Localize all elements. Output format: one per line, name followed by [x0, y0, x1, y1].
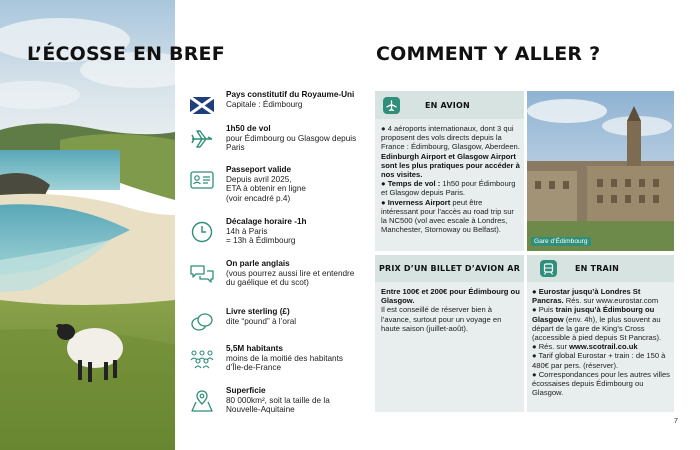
train-box-header: [527, 255, 674, 282]
speech-bubbles-icon: [188, 261, 216, 287]
edinburgh-photo: [527, 91, 674, 251]
plane-box-heading: EN AVION: [425, 100, 470, 110]
left-section-title: L’ÉCOSSE EN BREF: [27, 43, 225, 65]
fact-population: 5,5M habitants moins de la moitié des habitants d’Île-de-France: [188, 344, 368, 373]
train-box-heading: EN TRAIN: [575, 264, 620, 273]
map-icon: [188, 388, 216, 414]
price-box-text: Entre 100€ et 200€ pour Édimbourg ou Glasgow. Il est conseillé de réserver bien à l’avance, surtout pour un voyage en haute saison (juillet-août).: [381, 287, 520, 333]
fact-area: Superficie 80 000km², soit la taille de la Nouvelle-Aquitaine: [188, 386, 368, 415]
fact-timezone: Décalage horaire -1h 14h à Paris = 13h à Édimbourg: [188, 217, 368, 246]
fact-language: On parle anglais (vous pourrez aussi lire et entendre du gaélique et du scot): [188, 259, 368, 288]
fact-country: Pays constitutif du Royaume-Uni Capitale : Édimbourg: [188, 90, 368, 118]
id-card-icon: [188, 167, 216, 193]
train-box-text: ● Eurostar jusqu’à Londres St Pancras. Rés. sur www.eurostar.com ● Puis train jusqu’à Édimbourg ou Glasgow (env. 4h), le plus souvent au départ de la gare de King’s Cross (accessible à pied depuis St Pancras). ● Rés. sur www.scotrail.co.uk ● Tarif global Eurostar + train : de 150 à 480€ par pers. (réserver). ● Correspondances pour les autres villes écossaises depuis Édimbourg ou Glasgow.: [532, 287, 670, 398]
plane-badge-icon: [383, 97, 400, 114]
page-number: 7: [673, 416, 678, 425]
price-box-header: [375, 255, 524, 282]
fact-flight: 1h50 de vol pour Édimbourg ou Glasgow depuis Paris: [188, 124, 368, 153]
fact-passport: Passeport valide Depuis avril 2025, ETA à obtenir en ligne (voir encadré p.4): [188, 165, 368, 203]
fact-currency: Livre sterling (£) dite “pound” à l’oral: [188, 307, 368, 335]
right-section-title: COMMENT Y ALLER ?: [376, 43, 601, 65]
price-box-heading: PRIX D’UN BILLET D’AVION AR: [378, 264, 521, 273]
beach-sheep-photo: [0, 0, 175, 450]
people-icon: [188, 346, 216, 372]
plane-box-text: ● 4 aéroports internationaux, dont 3 qui proposent des vols directs depuis la France : Édimbourg, Glasgow, Aberdeen. Edinburgh Airport et Glasgow Airport sont les plus pratiques pour accéder à nos visites. ● Temps de vol : 1h50 pour Édimbourg et Glasgow depuis Paris. ● Inverness Airport peut être intéressant pour l’accès au road trip sur la NC500 (vol avec escale à Londres, Manchester, Stornoway ou Belfast).: [381, 124, 520, 235]
train-badge-icon: [540, 260, 557, 277]
scotland-flag-icon: [188, 92, 216, 118]
photo-caption: Gare d’Édimbourg: [531, 237, 591, 246]
coins-icon: [188, 309, 216, 335]
plane-box-header: [375, 91, 524, 119]
clock-icon: [188, 219, 216, 245]
plane-icon: [188, 126, 216, 152]
